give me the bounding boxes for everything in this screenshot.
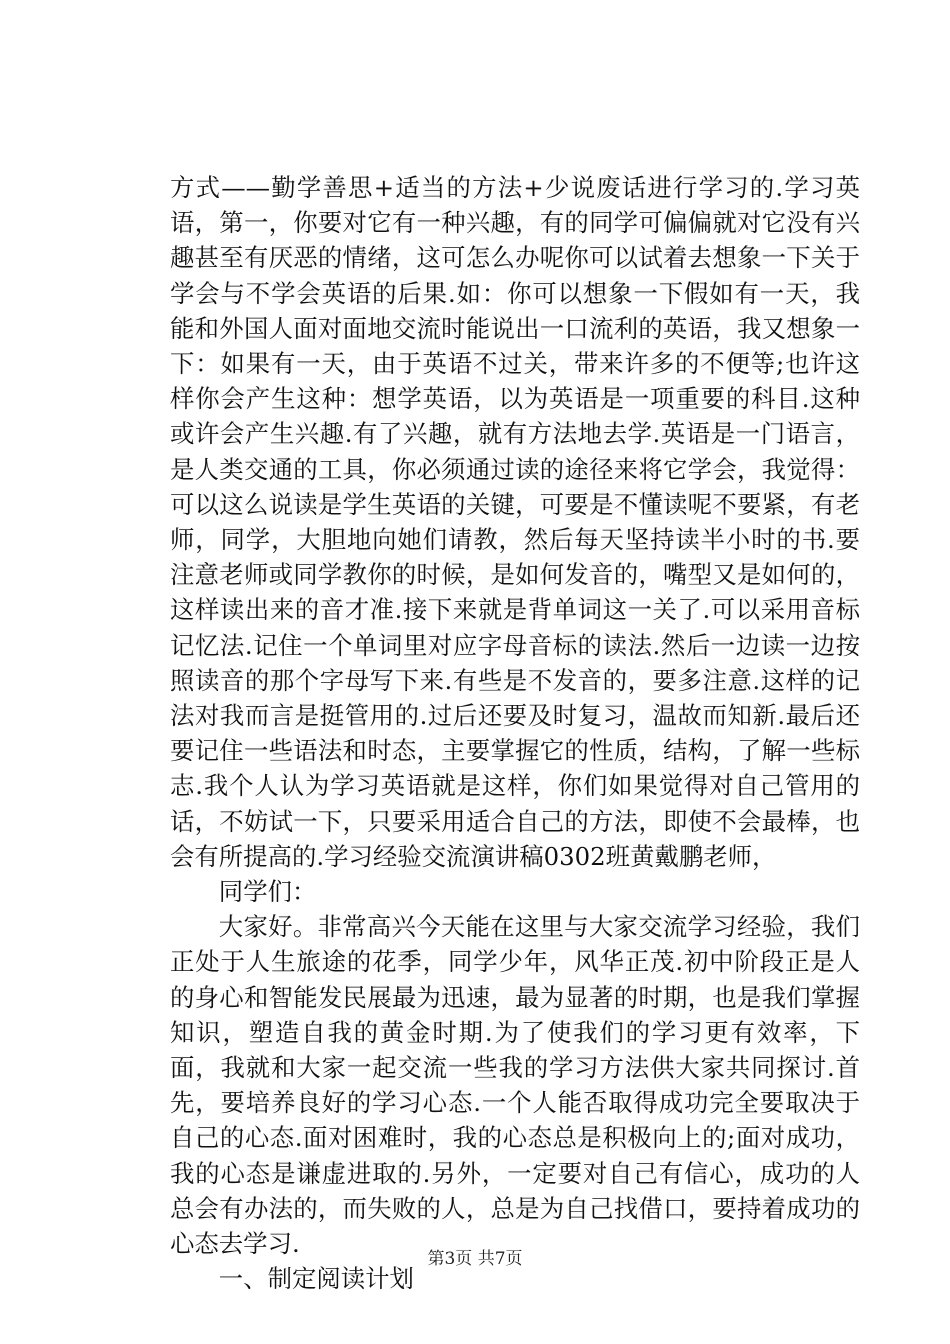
paragraph-greeting-and-mindset: 大家好。非常高兴今天能在这里与大家交流学习经验，我们正处于人生旅途的花季，同学少年，风华正茂.初中阶段正是人的身心和智能发民展最为迅速，最为显著的时期，也是我们掌握知识，塑造自我的黄金时期.为了使我们的学习更有效率，下面，我就和大家一起交流一些我的学习方法供大家共同探讨.首先，要培养良好的学习心态.一个人能否取得成功完全要取决于自己的心态.面对困难时，我的心态总是积极向上的;面对成功，我的心态是谦虚进取的.另外，一定要对自己有信心，成功的人总会有办法的，而失败的人，总是为自己找借口，要持着成功的心态去学习. xyxy=(170,912,860,1259)
document-body xyxy=(170,170,860,1297)
paragraph-english-study-method: 方式——勤学善思+适当的方法+少说废话进行学习的.学习英语，第一，你要对它有一种兴趣，有的同学可偏偏就对它没有兴趣甚至有厌恶的情绪，这可怎么办呢你可以试着去想象一下关于学会与不学会英语的后果.如：你可以想象一下假如有一天，我能和外国人面对面地交流时能说出一口流利的英语，我又想象一下：如果有一天，由于英语不过关，带来许多的不便等;也许这样你会产生这种：想学英语，以为英语是一项重要的科目.这种或许会产生兴趣.有了兴趣，就有方法地去学.英语是一门语言，是人类交通的工具，你必须通过读的途径来将它学会，我觉得：可以这么说读是学生英语的关键，可要是不懂读呢不要紧，有老师，同学，大胆地向她们请教，然后每天坚持读半小时的书.要注意老师或同学教你的时候，是如何发音的，嘴型又是如何的，这样读出来的音才准.接下来就是背单词这一关了.可以采用音标记忆法.记住一个单词里对应字母音标的读法.然后一边读一边按照读音的那个字母写下来.有些是不发音的，要多注意.这样的记法对我而言是挺管用的.过后还要及时复习，温故而知新.最后还要记住一些语法和时态，主要掌握它的性质，结构，了解一些标志.我个人认为学习英语就是这样，你们如果觉得对自己管用的话，不妨试一下，只要采用适合自己的方法，即使不会最棒，也会有所提高的.学习经验交流演讲稿0302班黄戴鹏老师， xyxy=(170,173,860,871)
page-number-footer: 第3页 共7页 xyxy=(427,1249,523,1269)
section-heading-reading-plan: 一、制定阅读计划 xyxy=(218,1264,414,1294)
paragraph-salutation: 同学们： xyxy=(218,877,317,907)
